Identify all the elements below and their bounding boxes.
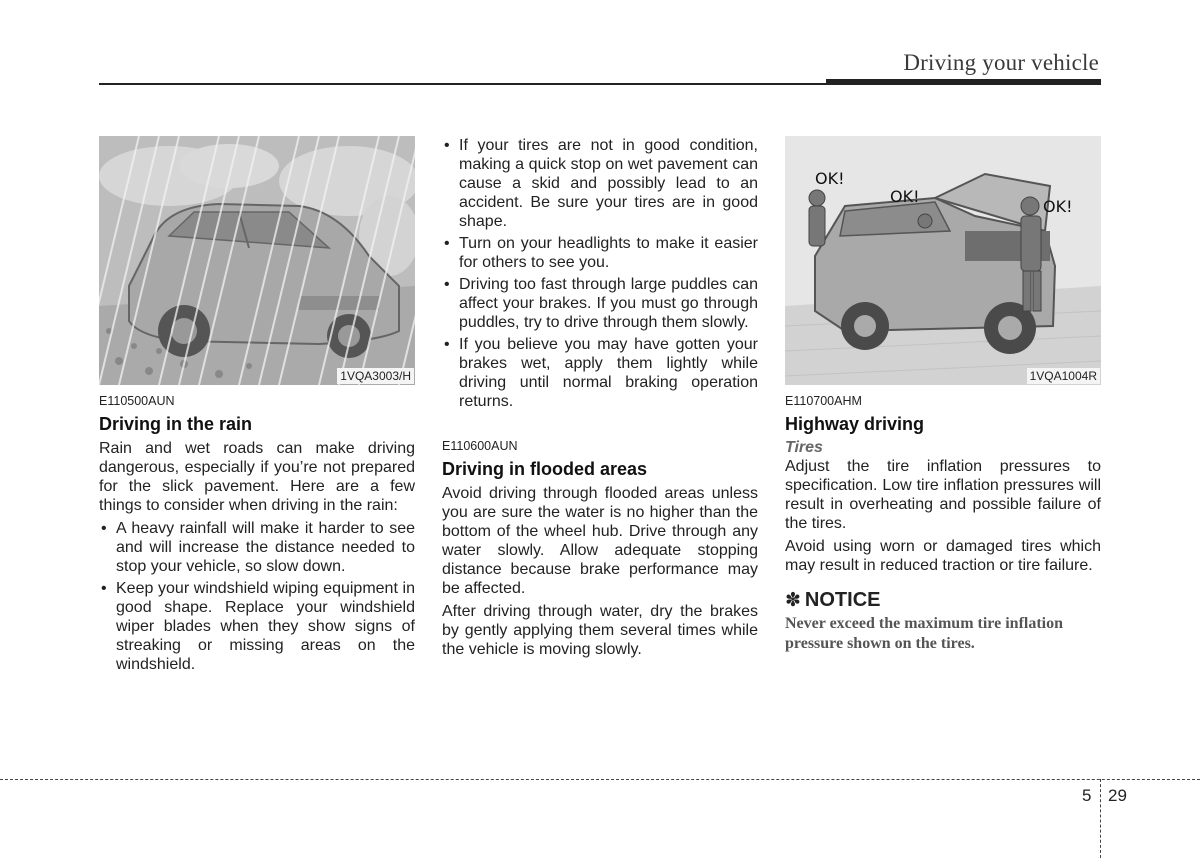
rain-car-drawing <box>99 136 415 385</box>
column-2 <box>442 136 758 663</box>
list-item: • If you believe you may have gotten your brakes wet, apply them lightly while driving until normal braking operation returns. <box>442 335 758 411</box>
ok-label-1: OK! <box>815 169 845 188</box>
header-title: Driving your vehicle <box>903 50 1099 75</box>
section-code: E110600AUN <box>442 439 518 453</box>
rain-car-illustration <box>99 136 415 385</box>
section-code: E110700AHM <box>785 394 862 408</box>
figure-caption: 1VQA3003/H <box>337 368 414 384</box>
ok-label-3: OK! <box>1043 197 1073 216</box>
paragraph: After driving through water, dry the brakes by gently applying them several times while the vehicle is moving slowly. <box>442 603 758 658</box>
paragraph: Adjust the tire inflation pressures to specification. Low tire inflation pressures will result in overheating and possible failure of the tires. <box>785 458 1101 532</box>
ok-label-2: OK! <box>890 187 920 206</box>
list-item: • Driving too fast through large puddles can affect your brakes. If you must go through puddles, try to drive through them slowly. <box>442 275 758 332</box>
header-rule-accent <box>826 79 1101 85</box>
chapter-number: 5 <box>1082 786 1092 805</box>
footer-vertical-divider <box>1100 779 1101 858</box>
list-item: • A heavy rainfall will make it harder to see and will increase the distance needed to stop your vehicle, so slow down. <box>99 519 415 576</box>
bullet-list <box>99 519 415 674</box>
highway-check-illustration <box>785 136 1101 385</box>
section-heading: Driving in flooded areas <box>442 459 648 479</box>
suv-inspection-drawing <box>785 136 1101 385</box>
footer-divider <box>0 779 1200 780</box>
list-item: • If your tires are not in good condition, making a quick stop on wet pavement can cause a skid and possibly lead to an accident. Be sure your tires are in good shape. <box>442 136 758 231</box>
paragraph: Avoid using worn or damaged tires which may result in reduced traction or tire failure. <box>785 538 1101 574</box>
section-heading: Highway driving <box>785 414 925 434</box>
figure-caption: 1VQA1004R <box>1027 368 1100 384</box>
section-subheading: Tires <box>785 439 823 456</box>
section-intro: Rain and wet roads can make driving dangerous, especially if you’re not prepared for the slick pavement. Here are a few things to consider when driving in the rain: <box>99 440 415 514</box>
page-number: 29 <box>1108 786 1127 805</box>
notice-text: Never exceed the maximum tire inflation pressure shown on the tires. <box>785 615 1064 652</box>
notice-title: NOTICE <box>804 589 881 611</box>
column-3 <box>785 136 1101 654</box>
section-code: E110500AUN <box>99 394 175 408</box>
asterisk-icon: ✽ <box>785 590 801 611</box>
section-heading: Driving in the rain <box>99 414 253 434</box>
list-item: • Keep your windshield wiping equipment in good shape. Replace your windshield wiper blades when they show signs of streaking or missing areas on the windshield. <box>99 579 415 674</box>
list-item: • Turn on your headlights to make it easier for others to see you. <box>442 234 758 272</box>
notice-heading <box>785 589 1101 612</box>
bullet-list <box>442 136 758 411</box>
paragraph: Avoid driving through flooded areas unless you are sure the water is no higher than the bottom of the wheel hub. Drive through any water slowly. Allow adequate stopping distance because brake performance may be affected. <box>442 485 758 597</box>
column-1 <box>99 136 415 677</box>
